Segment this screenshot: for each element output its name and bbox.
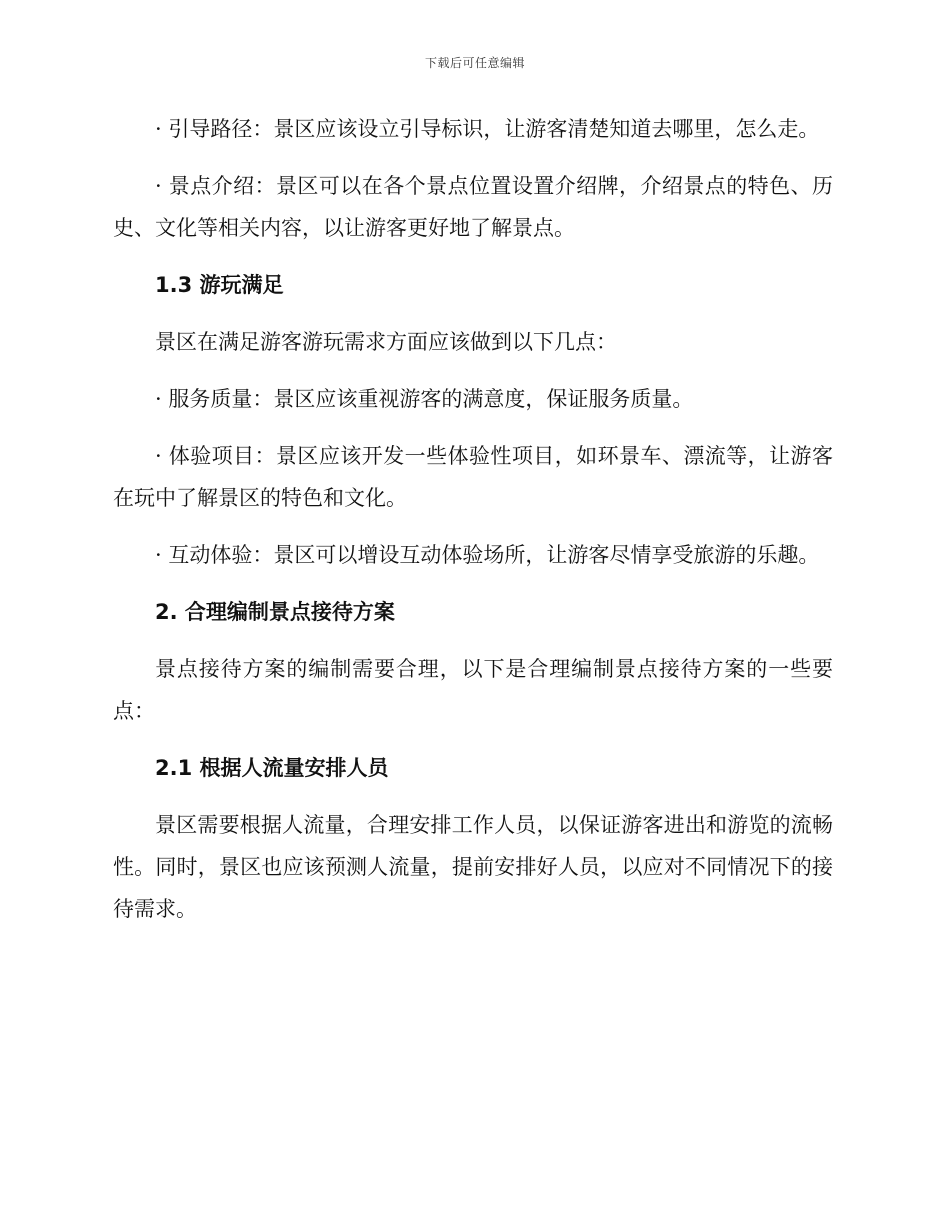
bullet-service-quality: · 服务质量：景区应该重视游客的满意度，保证服务质量。 — [155, 387, 694, 411]
heading-1-3: 1.3 游玩满足 — [155, 273, 284, 297]
para-plan-intro: 景点接待方案的编制需要合理，以下是合理编制景点接待方案的一些要点： — [113, 657, 833, 723]
bullet-scenic-intro: · 景点介绍：景区可以在各个景点位置设置介绍牌，介绍景点的特色、历史、文化等相关内容，以让游客更好地了解景点。 — [113, 174, 833, 240]
bullet-guide-path: · 引导路径：景区应该设立引导标识，让游客清楚知道去哪里，怎么走。 — [155, 117, 820, 141]
document-body — [113, 108, 833, 945]
page-header: 下载后可任意编辑 — [424, 56, 525, 70]
para-play-intro: 景区在满足游客游玩需求方面应该做到以下几点： — [155, 330, 617, 354]
bullet-interactive: · 互动体验：景区可以增设互动体验场所，让游客尽情享受旅游的乐趣。 — [155, 543, 820, 567]
bullet-experience-items: · 体验项目：景区应该开发一些体验性项目，如环景车、漂流等，让游客在玩中了解景区的特色和文化。 — [113, 444, 833, 510]
para-staffing: 景区需要根据人流量，合理安排工作人员，以保证游客进出和游览的流畅性。同时，景区也应该预测人流量，提前安排好人员，以应对不同情况下的接待需求。 — [113, 813, 833, 921]
heading-2: 2. 合理编制景点接待方案 — [155, 600, 395, 624]
heading-2-1: 2.1 根据人流量安排人员 — [155, 756, 389, 780]
